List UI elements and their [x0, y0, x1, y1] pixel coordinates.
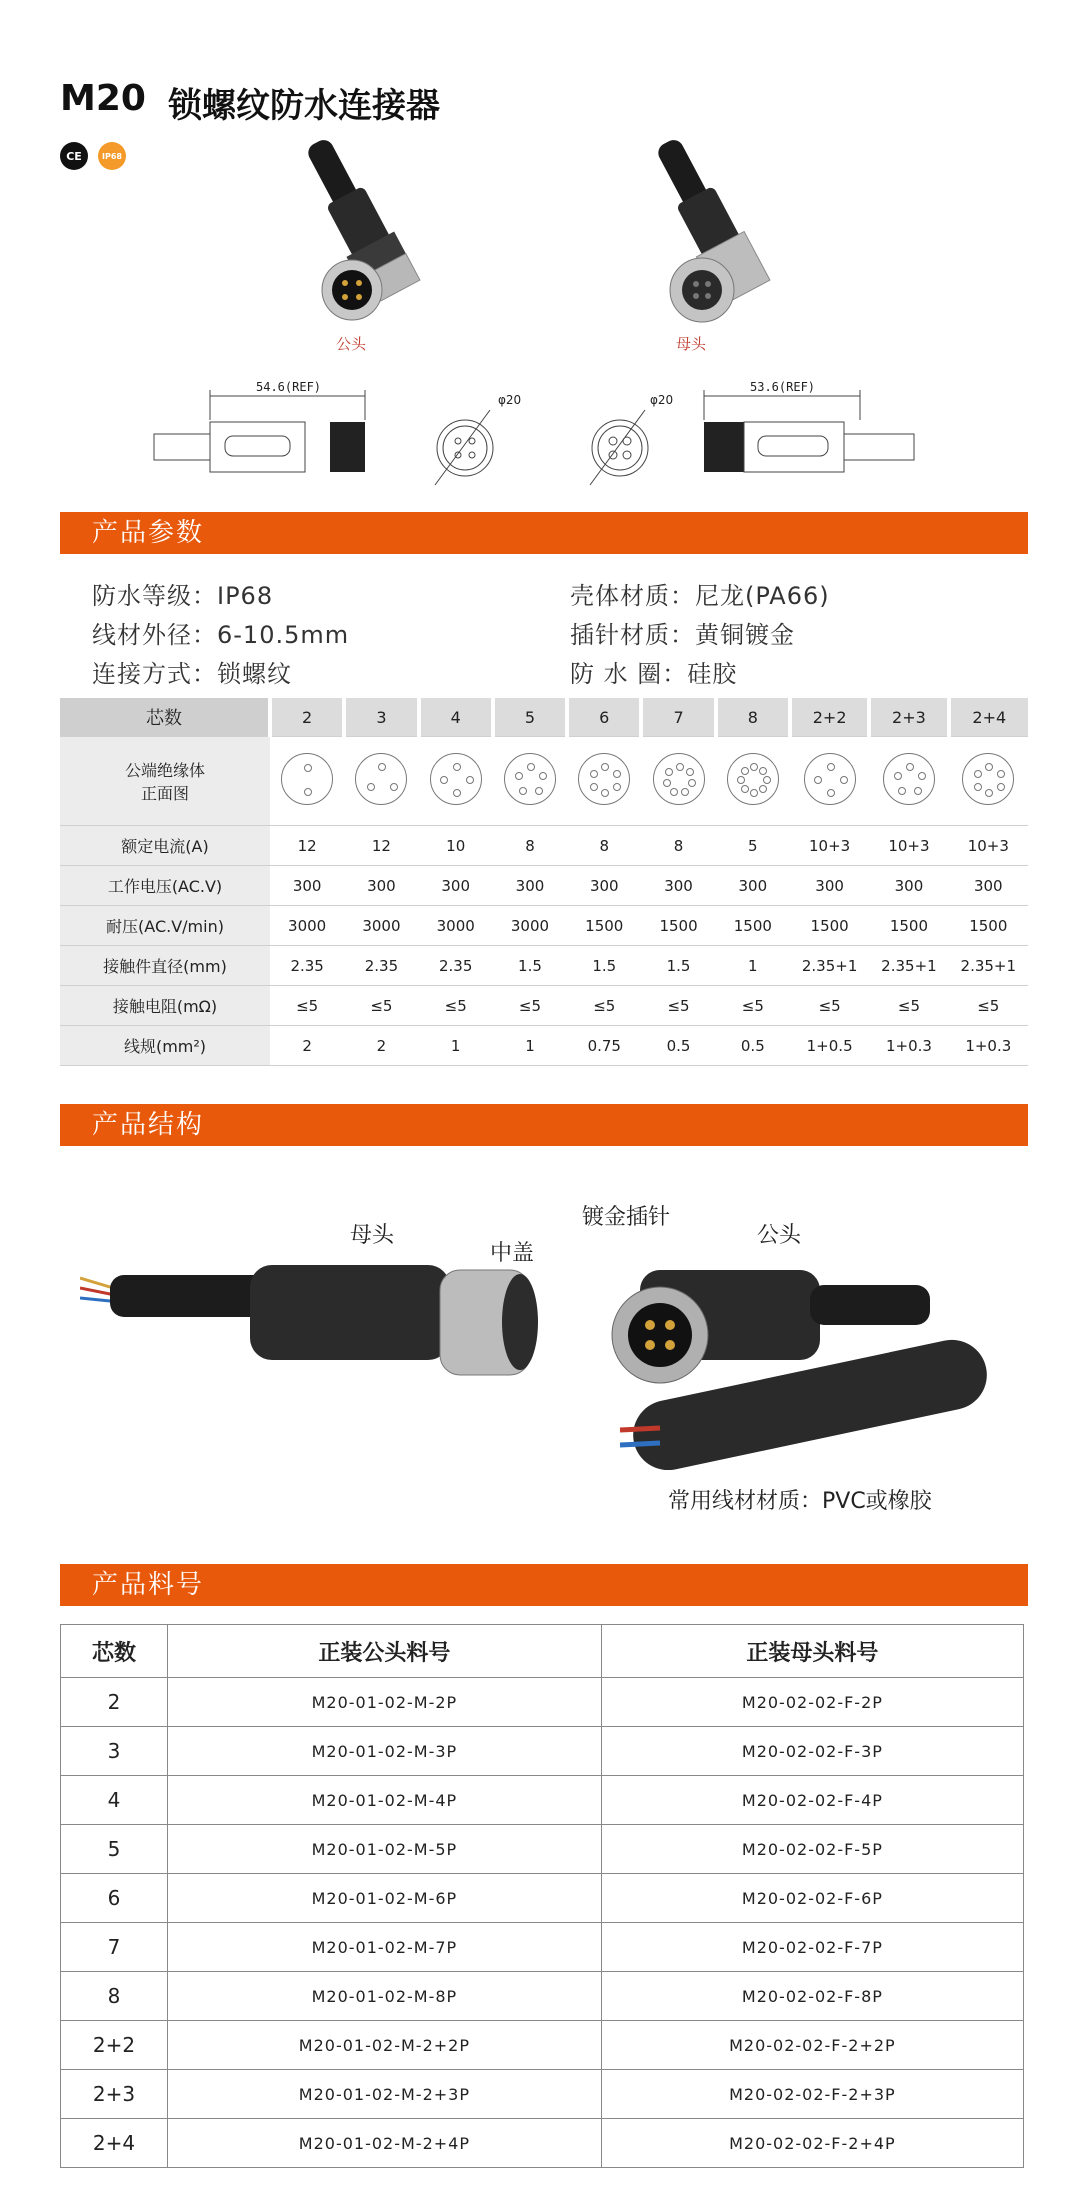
param-label: 连接方式： — [92, 660, 217, 688]
param-value: IP68 — [217, 582, 274, 610]
pin-dot — [898, 787, 906, 795]
pin-layout-2plus3-icon — [883, 753, 935, 805]
pin-dot — [601, 789, 609, 797]
female-connector-photo — [640, 130, 790, 330]
spec-header-label: 芯数 — [60, 698, 270, 737]
parts-cell-male: M20-01-02-M-6P — [168, 1874, 602, 1923]
pin-dot — [985, 763, 993, 771]
spec-col: 2+4 — [949, 698, 1028, 737]
pin-dot — [663, 779, 671, 787]
spec-body — [60, 826, 1028, 1066]
spec-cell: 0.5 — [716, 1026, 790, 1066]
parts-row — [61, 1923, 1024, 1972]
pin-dot — [390, 783, 398, 791]
parts-header-male: 正装公头料号 — [168, 1625, 602, 1678]
spec-cell: 1500 — [790, 906, 869, 946]
spec-cell: ≤5 — [716, 986, 790, 1026]
spec-pin-row-label — [60, 737, 270, 826]
parts-row — [61, 2021, 1024, 2070]
female-diameter-dim: φ20 — [650, 393, 674, 407]
ip68-badge-icon: IP68 — [98, 142, 126, 170]
param-label: 壳体材质： — [570, 582, 695, 610]
spec-cell: ≤5 — [949, 986, 1028, 1026]
spec-cell: ≤5 — [869, 986, 948, 1026]
parts-cell-count: 7 — [61, 1923, 168, 1972]
parts-row — [61, 1727, 1024, 1776]
spec-row-label: 接触电阻(mΩ) — [60, 986, 270, 1026]
spec-row-label: 额定电流(A) — [60, 826, 270, 866]
spec-row — [60, 946, 1028, 986]
pin-dot — [601, 763, 609, 771]
param-label: 防 水 圈： — [570, 660, 688, 688]
parts-cell-male: M20-01-02-M-2+3P — [168, 2070, 602, 2119]
pin-face — [419, 737, 493, 826]
male-diameter-dim: φ20 — [498, 393, 522, 407]
pin-dot — [304, 764, 312, 772]
pin-dot — [304, 788, 312, 796]
spec-col: 2+3 — [869, 698, 948, 737]
param-label: 插针材质： — [570, 621, 695, 649]
spec-cell: 0.75 — [567, 1026, 641, 1066]
spec-col: 2 — [270, 698, 344, 737]
pin-dot — [670, 788, 678, 796]
parts-row — [61, 1972, 1024, 2021]
spec-col: 7 — [641, 698, 715, 737]
parts-cell-count: 3 — [61, 1727, 168, 1776]
spec-pin-row — [60, 737, 1028, 826]
spec-cell: 300 — [641, 866, 715, 906]
pin-face — [344, 737, 418, 826]
spec-row — [60, 1026, 1028, 1066]
spec-cell: 1.5 — [641, 946, 715, 986]
spec-cell: 300 — [869, 866, 948, 906]
spec-col: 2+2 — [790, 698, 869, 737]
parts-cell-female: M20-02-02-F-2+4P — [601, 2119, 1023, 2168]
pin-dot — [539, 772, 547, 780]
pin-dot — [737, 776, 745, 784]
pin-dot — [914, 787, 922, 795]
female-label: 母头 — [676, 335, 707, 353]
pin-dot — [763, 776, 771, 784]
parts-table — [60, 1624, 1024, 2168]
spec-cell: 2.35 — [344, 946, 418, 986]
spec-header-row — [60, 698, 1028, 737]
spec-cell: 5 — [716, 826, 790, 866]
spec-cell: 1+0.3 — [949, 1026, 1028, 1066]
parts-header-female: 正装母头料号 — [601, 1625, 1023, 1678]
pin-label-line2: 正面图 — [140, 784, 189, 803]
spec-cell: 1500 — [641, 906, 715, 946]
spec-cell: ≤5 — [641, 986, 715, 1026]
label-gold-pin: 镀金插针 — [582, 1205, 671, 1230]
parts-cell-count: 2+3 — [61, 2070, 168, 2119]
pin-dot — [840, 776, 848, 784]
param-left-1 — [92, 576, 273, 611]
spec-cell: 1 — [493, 1026, 567, 1066]
ce-mark-icon: CE — [60, 142, 88, 170]
pin-dot — [985, 789, 993, 797]
spec-cell: 0.5 — [641, 1026, 715, 1066]
pin-dot — [681, 788, 689, 796]
parts-cell-female: M20-02-02-F-2+2P — [601, 2021, 1023, 2070]
spec-cell: 2.35 — [270, 946, 344, 986]
model-code: M20 — [60, 78, 146, 119]
spec-col: 3 — [344, 698, 418, 737]
param-value: 尼龙(PA66) — [695, 582, 830, 610]
spec-col: 5 — [493, 698, 567, 737]
parts-cell-male: M20-01-02-M-2+4P — [168, 2119, 602, 2168]
spec-cell: 8 — [641, 826, 715, 866]
pin-dot — [974, 770, 982, 778]
spec-cell: 1 — [419, 1026, 493, 1066]
param-right-3 — [570, 654, 737, 689]
male-label: 公头 — [336, 335, 367, 353]
pin-layout-3-icon — [355, 753, 407, 805]
section-structure-bar: 产品结构 — [60, 1104, 1028, 1146]
pin-layout-7-icon — [653, 753, 705, 805]
pin-dot — [466, 776, 474, 784]
label-female: 母头 — [350, 1223, 395, 1248]
spec-cell: 300 — [344, 866, 418, 906]
spec-row — [60, 866, 1028, 906]
pin-dot — [440, 776, 448, 784]
spec-cell: 10+3 — [949, 826, 1028, 866]
female-face-drawing — [585, 400, 665, 490]
spec-col: 8 — [716, 698, 790, 737]
spec-cell: 12 — [344, 826, 418, 866]
spec-cell: 1500 — [949, 906, 1028, 946]
parts-cell-count: 6 — [61, 1874, 168, 1923]
pin-layout-4-icon — [430, 753, 482, 805]
pin-dot — [918, 772, 926, 780]
param-left-2 — [92, 615, 349, 650]
pin-dot — [814, 776, 822, 784]
spec-cell: 1 — [716, 946, 790, 986]
parts-row — [61, 1678, 1024, 1727]
parts-cell-count: 2 — [61, 1678, 168, 1727]
spec-cell: 2.35+1 — [869, 946, 948, 986]
spec-cell: ≤5 — [493, 986, 567, 1026]
pin-face — [567, 737, 641, 826]
parts-header-row — [61, 1625, 1024, 1678]
parts-body — [61, 1678, 1024, 2168]
spec-cell: 2.35 — [419, 946, 493, 986]
pin-face — [270, 737, 344, 826]
pin-dot — [519, 787, 527, 795]
pin-dot — [997, 783, 1005, 791]
spec-cell: ≤5 — [419, 986, 493, 1026]
pin-face — [493, 737, 567, 826]
parts-cell-female: M20-02-02-F-5P — [601, 1825, 1023, 1874]
spec-cell: 2.35+1 — [790, 946, 869, 986]
pin-dot — [613, 783, 621, 791]
parts-row — [61, 2070, 1024, 2119]
pin-dot — [665, 768, 673, 776]
spec-cell: 300 — [790, 866, 869, 906]
param-value: 黄铜镀金 — [695, 621, 795, 649]
spec-cell: 300 — [949, 866, 1028, 906]
pin-dot — [378, 763, 386, 771]
parts-cell-count: 2+2 — [61, 2021, 168, 2070]
section-parts-bar: 产品料号 — [60, 1564, 1028, 1606]
spec-cell: 12 — [270, 826, 344, 866]
spec-cell: 10 — [419, 826, 493, 866]
male-structure-photo — [600, 1250, 1000, 1470]
spec-cell: 3000 — [419, 906, 493, 946]
parts-cell-female: M20-02-02-F-6P — [601, 1874, 1023, 1923]
pin-face — [949, 737, 1028, 826]
pin-dot — [974, 783, 982, 791]
param-value: 硅胶 — [687, 660, 738, 688]
spec-row — [60, 906, 1028, 946]
parts-row — [61, 1874, 1024, 1923]
spec-cell: 2 — [270, 1026, 344, 1066]
param-right-1 — [570, 576, 830, 611]
page-title: 锁螺纹防水连接器 — [168, 86, 440, 126]
spec-cell: 1.5 — [493, 946, 567, 986]
param-label: 防水等级： — [92, 582, 217, 610]
parts-cell-male: M20-01-02-M-2P — [168, 1678, 602, 1727]
female-dimension-drawing — [700, 380, 930, 480]
pin-layout-5-icon — [504, 753, 556, 805]
pin-dot — [613, 770, 621, 778]
pin-layout-2-icon — [281, 753, 333, 805]
pin-dot — [535, 787, 543, 795]
spec-cell: ≤5 — [270, 986, 344, 1026]
pin-dot — [527, 763, 535, 771]
pin-face — [790, 737, 869, 826]
pin-face — [716, 737, 790, 826]
pin-dot — [894, 772, 902, 780]
pin-dot — [997, 770, 1005, 778]
parts-cell-count: 4 — [61, 1776, 168, 1825]
spec-cell: ≤5 — [790, 986, 869, 1026]
male-face-drawing — [430, 400, 510, 490]
parts-row — [61, 1776, 1024, 1825]
pin-dot — [590, 770, 598, 778]
parts-cell-female: M20-02-02-F-4P — [601, 1776, 1023, 1825]
param-value: 锁螺纹 — [217, 660, 292, 688]
parts-cell-male: M20-01-02-M-7P — [168, 1923, 602, 1972]
parts-cell-count: 2+4 — [61, 2119, 168, 2168]
spec-cell: 300 — [493, 866, 567, 906]
spec-cell: 300 — [716, 866, 790, 906]
spec-cell: 8 — [567, 826, 641, 866]
male-dimension-drawing — [150, 380, 380, 480]
pin-dot — [741, 785, 749, 793]
param-value: 6-10.5mm — [217, 621, 350, 649]
female-structure-photo — [80, 1250, 540, 1390]
spec-cell: 10+3 — [790, 826, 869, 866]
parts-cell-male: M20-01-02-M-5P — [168, 1825, 602, 1874]
parts-cell-female: M20-02-02-F-2+3P — [601, 2070, 1023, 2119]
spec-row — [60, 826, 1028, 866]
label-male: 公头 — [757, 1223, 802, 1248]
parts-cell-male: M20-01-02-M-8P — [168, 1972, 602, 2021]
pin-face — [869, 737, 948, 826]
pin-dot — [590, 783, 598, 791]
pin-dot — [750, 763, 758, 771]
spec-cell: 300 — [567, 866, 641, 906]
pin-layout-2plus4-icon — [962, 753, 1014, 805]
pin-dot — [741, 767, 749, 775]
parts-cell-count: 5 — [61, 1825, 168, 1874]
spec-row — [60, 986, 1028, 1026]
pin-layout-2plus2-icon — [804, 753, 856, 805]
pin-dot — [827, 789, 835, 797]
pin-label-line1: 公端绝缘体 — [124, 761, 205, 780]
spec-cell: 1+0.3 — [869, 1026, 948, 1066]
spec-cell: 1.5 — [567, 946, 641, 986]
pin-dot — [827, 763, 835, 771]
pin-dot — [906, 763, 914, 771]
label-cable-material: 常用线材材质：PVC或橡胶 — [668, 1489, 932, 1514]
spec-col: 4 — [419, 698, 493, 737]
pin-dot — [759, 767, 767, 775]
pin-dot — [367, 783, 375, 791]
pin-dot — [676, 763, 684, 771]
pin-face — [641, 737, 715, 826]
parts-cell-female: M20-02-02-F-3P — [601, 1727, 1023, 1776]
parts-header-count: 芯数 — [61, 1625, 168, 1678]
spec-row-label: 工作电压(AC.V) — [60, 866, 270, 906]
spec-table — [60, 698, 1028, 1066]
parts-cell-count: 8 — [61, 1972, 168, 2021]
parts-row — [61, 1825, 1024, 1874]
spec-cell: 1500 — [869, 906, 948, 946]
spec-row-label: 线规(mm²) — [60, 1026, 270, 1066]
spec-cell: 3000 — [344, 906, 418, 946]
spec-cell: 8 — [493, 826, 567, 866]
spec-cell: 2.35+1 — [949, 946, 1028, 986]
spec-cell: 10+3 — [869, 826, 948, 866]
parts-cell-female: M20-02-02-F-8P — [601, 1972, 1023, 2021]
pin-dot — [686, 768, 694, 776]
pin-layout-6-icon — [578, 753, 630, 805]
female-length-dim: 53.6(REF) — [750, 380, 816, 394]
parts-cell-male: M20-01-02-M-4P — [168, 1776, 602, 1825]
pin-dot — [453, 789, 461, 797]
spec-cell: 3000 — [493, 906, 567, 946]
parts-row — [61, 2119, 1024, 2168]
spec-row-label: 接触件直径(mm) — [60, 946, 270, 986]
pin-dot — [453, 763, 461, 771]
section-params-bar: 产品参数 — [60, 512, 1028, 554]
spec-cell: 1+0.5 — [790, 1026, 869, 1066]
param-label: 线材外径： — [92, 621, 217, 649]
spec-col: 6 — [567, 698, 641, 737]
pin-dot — [759, 785, 767, 793]
parts-cell-female: M20-02-02-F-7P — [601, 1923, 1023, 1972]
male-length-dim: 54.6(REF) — [256, 380, 322, 394]
spec-cell: ≤5 — [567, 986, 641, 1026]
male-connector-photo — [290, 130, 440, 330]
parts-cell-female: M20-02-02-F-2P — [601, 1678, 1023, 1727]
pin-dot — [688, 779, 696, 787]
parts-cell-male: M20-01-02-M-2+2P — [168, 2021, 602, 2070]
spec-cell: 1500 — [567, 906, 641, 946]
spec-cell: 2 — [344, 1026, 418, 1066]
parts-cell-male: M20-01-02-M-3P — [168, 1727, 602, 1776]
spec-cell: 300 — [270, 866, 344, 906]
spec-cell: 3000 — [270, 906, 344, 946]
param-left-3 — [92, 654, 292, 689]
pin-dot — [750, 789, 758, 797]
pin-dot — [515, 772, 523, 780]
spec-row-label: 耐压(AC.V/min) — [60, 906, 270, 946]
spec-cell: 300 — [419, 866, 493, 906]
pin-layout-8-icon — [727, 753, 779, 805]
label-middle-cap: 中盖 — [490, 1241, 535, 1266]
spec-cell: ≤5 — [344, 986, 418, 1026]
spec-cell: 1500 — [716, 906, 790, 946]
param-right-2 — [570, 615, 795, 650]
